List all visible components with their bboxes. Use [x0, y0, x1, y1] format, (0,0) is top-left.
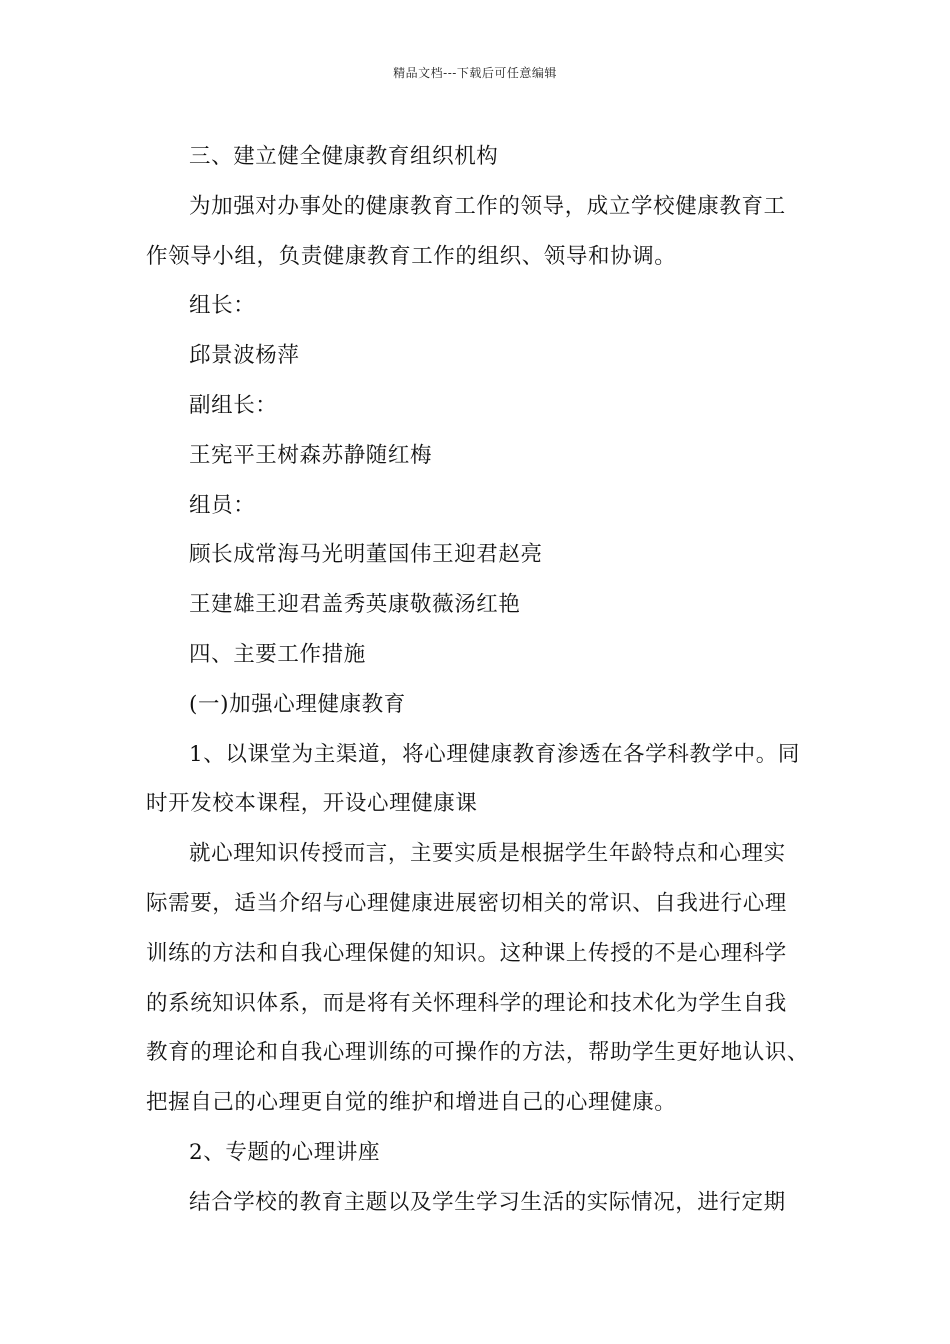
- subsection-heading: 2、专题的心理讲座: [189, 1139, 381, 1165]
- subsection-heading: (一)加强心理健康教育: [189, 691, 406, 717]
- document-body: [146, 132, 826, 1228]
- paragraph-line: 为加强对办事处的健康教育工作的领导，成立学校健康教育工: [189, 193, 786, 219]
- paragraph-line: 时开发校本课程，开设心理健康课: [146, 791, 478, 817]
- role-label: 组员：: [189, 492, 256, 518]
- paragraph-line: 结合学校的教育主题以及学生学习生活的实际情况，进行定期: [189, 1189, 786, 1215]
- paragraph-line: 教育的理论和自我心理训练的可操作的方法，帮助学生更好地认识、: [146, 1040, 810, 1066]
- paragraph-line: 把握自己的心理更自觉的维护和增进自己的心理健康。: [146, 1090, 677, 1116]
- member-names: 顾长成常海马光明董国伟王迎君赵亮: [189, 542, 543, 568]
- role-label: 副组长：: [189, 392, 278, 418]
- role-label: 组长：: [189, 293, 256, 319]
- section-heading: 四、主要工作措施: [189, 641, 366, 667]
- member-names: 王宪平王树森苏静随红梅: [189, 442, 433, 468]
- paragraph-line: 作领导小组，负责健康教育工作的组织、领导和协调。: [146, 243, 677, 269]
- paragraph-line: 训练的方法和自我心理保健的知识。这种课上传授的不是心理科学: [146, 940, 787, 966]
- member-names: 王建雄王迎君盖秀英康敬薇汤红艳: [189, 592, 521, 618]
- paragraph-line: 的系统知识体系，而是将有关怀理科学的理论和技术化为学生自我: [146, 990, 787, 1016]
- paragraph-line: 就心理知识传授而言，主要实质是根据学生年龄特点和心理实: [189, 841, 786, 867]
- paragraph-line: 1、以课堂为主渠道，将心理健康教育渗透在各学科教学中。同: [189, 741, 800, 767]
- page-header: 精品文档---下载后可任意编辑: [393, 66, 557, 80]
- paragraph-line: 际需要，适当介绍与心理健康进展密切相关的常识、自我进行心理: [146, 890, 787, 916]
- member-names: 邱景波杨萍: [189, 343, 300, 369]
- section-heading: 三、建立健全健康教育组织机构: [189, 144, 499, 169]
